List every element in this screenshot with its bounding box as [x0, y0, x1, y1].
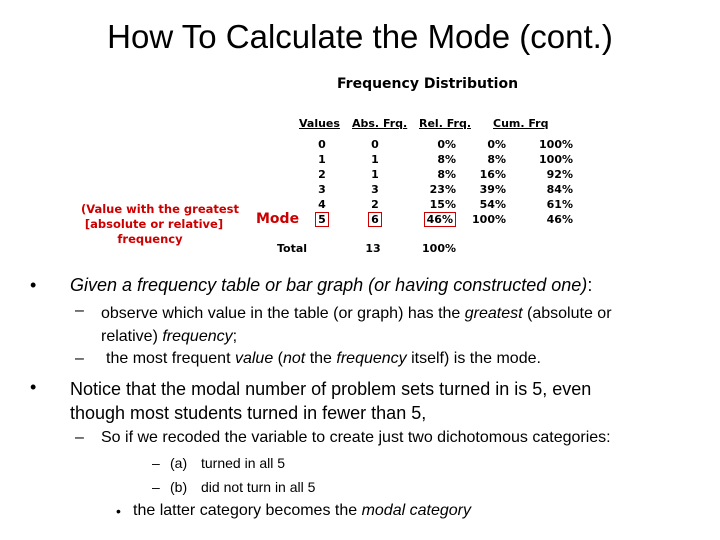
cell-value: 46% — [546, 213, 573, 226]
bullet-2: Notice that the modal number of problem sets turned in is 5, even though most students turned in fewer than 5, — [70, 379, 592, 423]
dash: – — [75, 302, 84, 319]
header-cum: Cum. Frq — [493, 117, 549, 130]
table-cell — [533, 213, 573, 226]
slide-title: How To Calculate the Mode (cont.) — [107, 18, 613, 55]
table-cell — [302, 153, 342, 166]
cell-value: 6 — [368, 212, 382, 227]
mode-note — [80, 202, 240, 247]
table-cell — [355, 183, 395, 196]
header-values: Values — [299, 117, 340, 130]
dash: – — [152, 455, 160, 471]
table-cell — [302, 168, 342, 181]
note-line: (Value with the greatest — [80, 202, 240, 216]
header-abs: Abs. Frq. — [352, 117, 408, 130]
total-rel: 100% — [422, 242, 456, 255]
cell-value: 39% — [479, 183, 506, 196]
item-label: (b) — [170, 479, 188, 495]
bullet-dot: • — [30, 275, 37, 295]
cell-value: 92% — [546, 168, 573, 181]
item-text: did not turn in all 5 — [201, 479, 316, 495]
cell-value: 3 — [371, 183, 379, 196]
bullet-2a: So if we recoded the variable to create just two dichotomous categories: — [101, 429, 611, 446]
table-cell — [533, 138, 573, 151]
table-cell — [466, 138, 506, 151]
total-abs: 13 — [365, 242, 381, 255]
cell-value: 2 — [318, 168, 326, 181]
bullet-1: Given a frequency table or bar graph (or having constructed one): — [70, 275, 593, 295]
cell-value: 0 — [371, 138, 379, 151]
cell-value: 4 — [318, 198, 326, 211]
table-cell — [533, 153, 573, 166]
cell-value: 0% — [487, 138, 506, 151]
cell-value: 2 — [371, 198, 379, 211]
table-title: Frequency Distribution — [337, 76, 519, 92]
table-cell — [416, 213, 456, 226]
cell-value: 8% — [437, 168, 456, 181]
cell-value: 8% — [487, 153, 506, 166]
total-label: Total — [277, 242, 308, 255]
cell-value: 8% — [437, 153, 456, 166]
dash: – — [75, 429, 84, 446]
cell-value: 0% — [437, 138, 456, 151]
cell-value: 84% — [546, 183, 573, 196]
cell-value: 16% — [479, 168, 506, 181]
table-cell — [416, 198, 456, 211]
dash: – — [152, 479, 160, 495]
table-cell — [355, 138, 395, 151]
table-cell — [355, 198, 395, 211]
table-cell — [533, 168, 573, 181]
table-cell — [416, 183, 456, 196]
cell-value: 15% — [429, 198, 456, 211]
table-cell — [302, 213, 342, 226]
note-line: frequency — [117, 232, 183, 246]
table-cell — [416, 168, 456, 181]
table-cell — [302, 138, 342, 151]
cell-value: 61% — [546, 198, 573, 211]
table-cell — [466, 183, 506, 196]
table-cell — [302, 183, 342, 196]
bullet-1a: observe which value in the table (or graph) has the greatest (absolute or relative) frequency; — [101, 305, 612, 345]
dash: – — [75, 350, 84, 367]
cell-value: 1 — [371, 153, 379, 166]
cell-value: 23% — [429, 183, 456, 196]
item-label: (a) — [170, 455, 188, 471]
table-cell — [466, 213, 506, 226]
cell-value: 3 — [318, 183, 326, 196]
bullet-2b: the latter category becomes the modal category — [133, 502, 471, 519]
cell-value: 1 — [371, 168, 379, 181]
table-cell — [533, 198, 573, 211]
table-cell — [466, 153, 506, 166]
table-cell — [416, 138, 456, 151]
cell-value: 0 — [318, 138, 326, 151]
table-cell — [466, 198, 506, 211]
bullet-dot: • — [30, 377, 37, 397]
header-rel: Rel. Frq. — [419, 117, 471, 130]
bullet-1b: the most frequent value (not the frequency itself) is the mode. — [106, 350, 541, 367]
cell-value: 54% — [479, 198, 506, 211]
table-cell — [355, 153, 395, 166]
bullet-dot: • — [116, 503, 121, 519]
cell-value: 1 — [318, 153, 326, 166]
item-text: turned in all 5 — [201, 455, 286, 471]
mode-label: Mode — [256, 211, 300, 227]
cell-value: 100% — [539, 153, 573, 166]
cell-value: 46% — [424, 212, 456, 227]
table-cell — [416, 153, 456, 166]
table-cell — [302, 198, 342, 211]
table-cell — [466, 168, 506, 181]
cell-value: 5 — [315, 212, 329, 227]
cell-value: 100% — [472, 213, 506, 226]
table-cell — [355, 213, 395, 226]
table-cell — [355, 168, 395, 181]
cell-value: 100% — [539, 138, 573, 151]
table-cell — [533, 183, 573, 196]
note-line: [absolute or relative] — [84, 217, 224, 231]
